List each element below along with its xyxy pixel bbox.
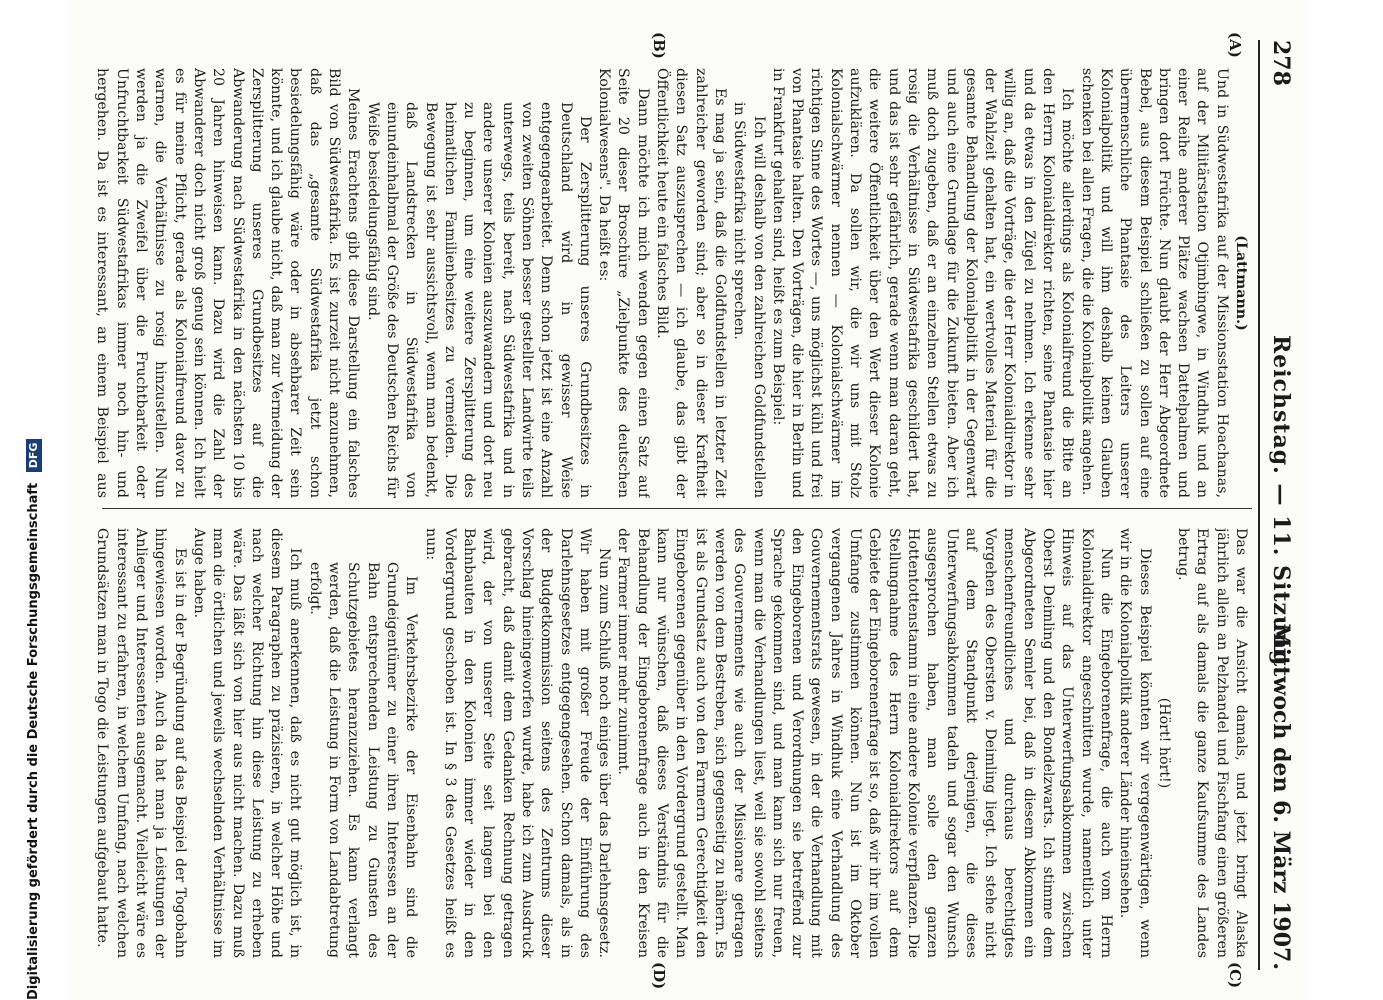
document-page xyxy=(68,0,1308,1000)
paragraph: Dann möchte ich mich wenden gegen einen Satz auf Seite 20 dieser Broschüre „Zielpunkte des deutschen Kolonialwesens". Da heißt es: xyxy=(596,68,651,498)
paragraph: Ich muß anerkennen, daß es nicht gut möglich ist, in diesem Paragraphen zu präzisieren, in welcher Höhe und nach welcher Richtung hin diese Leistung zu erheben wäre. Das läßt sich von hier aus nicht machen. Dazu muß man die örtlichen und jeweils wechselnden Verhältnisse im Auge haben. xyxy=(190,528,304,958)
paragraph xyxy=(90,528,92,958)
margin-letter-a: (A) xyxy=(1226,32,1244,58)
quotation: Im Verkehrsbezirke der Eisenbahn sind die Grundeigentümer zu einer ihren Interessen an der Bahn entsprechenden Leistung zu Gunsten des Schutzgebietes heranzuziehen. Es kann verlangt werden, daß die Leistung in Form von Landabtretung erfolgt. xyxy=(306,562,420,958)
column-divider xyxy=(102,508,1252,509)
interjection: (Hört! hört!) xyxy=(1155,697,1172,789)
digitization-note xyxy=(22,0,46,1000)
paragraph: Und in Südwestafrika auf der Missionsstation Hoachanas, auf der Militärstation Otjimbingwe, in Windhuk und an einer Reihe anderer Plätze wachsen Dattelpalmen und bringen dort Früchte. Nun glaubt der Herr Abgeordnete Bebel, aus diesem Beispiel schließen zu sollen auf eine übermenschliche Phantasie des Leiters unserer Kolonialpolitik und will ihm deshalb keinen Glauben schenken bei allen Fragen, die die Kolonialpolitik angehen. xyxy=(1078,68,1230,498)
margin-letter-c: (C) xyxy=(1226,962,1244,989)
paragraph: Es ist in der Begründung auf das Beispiel der Togobahn hingewiesen worden. Auch da hat man ja Leistungen der Anlieger und Interessenten ausgemacht. Vielleicht wäre es interessant zu erfahren, in welchem Umfang, nach welchen Grundsätzen man in Togo die Leistungen aufgebaut hatte. xyxy=(94,528,188,958)
margin-letter-d: (D) xyxy=(650,962,668,990)
page-header xyxy=(1258,40,1300,970)
session-date: Mittwoch den 6. März 1907. xyxy=(1268,623,1294,970)
quotation: Der Zersplitterung unseres Grundbesitzes in Deutschland wird in gewisser Weise entgegengearbeitet. Denn schon jetzt ist eine Anzahl von zweiten Söhnen besser gestellter Landwirte teils unterwegs, teils bereit, nach Südwestafrika und in andere unserer Kolonien auszuwandern und dort neu zu beginnen, um eine weitere Zersplitterung des heimatlichen Familienbesitzes zu vermeiden. Die Bewegung ist sehr aussichtsvoll, wenn man bedenkt, daß Landstrecken in Südwestafrika von einundeinhalbmal der Größe des Deutschen Reichs für Weiße besiedelungsfähig sind. xyxy=(364,102,593,498)
dfg-logo: DFG xyxy=(26,439,42,473)
paragraph: Das war die Ansicht damals, und jetzt bringt Alaska jährlich allein an Pelzhandel und Fischfang einen größeren Ertrag auf als damals die ganze Kaufsumme des Landes betrug. xyxy=(1175,528,1249,958)
margin-letter-b: (B) xyxy=(650,32,668,59)
paragraph: Es mag ja sein, daß die Goldfundstellen in letzter Zeit zahlreicher geworden sind; aber so in dieser Kraftheit diesen Satz auszusprechen — ich glaube, das gibt der Öffentlichkeit heute ein falsches Bild. xyxy=(654,68,728,498)
paragraph: Dieses Beispiel könnten wir vergegenwärtigen, wenn wir in die Kolonialpolitik anderer Länder hineinsehen. xyxy=(1117,528,1153,958)
paragraph: Nun die Eingeborenenfrage, die auch vom Herrn Kolonialdirektor angeschnitten wurde, namentlich unter Hinweis auf das Unterwerfungsabkommen zwischen Oberst Deimling und den Bondelzwarts. Ich stimme dem Abgeordneten Semler bei, daß in diesem Abkommen ein menschenfreundliches und durchaus berechtigtes Vorgehen des Obersten v. Deimling liegt. Ich stehe nicht auf dem Standpunkt derjenigen, die dieses Unterwerfungsabkommen tadeln und sogar den Wunsch ausgesprochen haben, man solle den ganzen Hottentottenstamm in eine andere Kolonie verpflanzen. Die Stellungnahme des Herrn Kolonialdirektors auf dem Gebiete der Eingeborenenfrage ist so, daß wir ihr im vollen Umfange zustimmen können. Nun ist im Oktober vergangenen Jahres in Windhuk eine Verhandlung des Gouvernementsrats gewesen, in der die Verhandlung mit den Eingeborenen und Verordnungen sie betreffend zur Sprache gekommen sind, und man kann sich nur freuen, wenn man die Verhandlungen liest, weil sie sowohl seitens des Gouvernements wie auch der Missionare getragen werden von dem Bestreben, sich gegenseitig zu nähern. Es ist als Grundsatz auch von den Farmern Gerechtigkeit den Eingeborenen gegenüber in den Vordergrund gestellt. Man kann nur wünschen, daß dieses Verständnis für die Behandlung der Eingeborenenfrage auch in den Kreisen der Farmer immer mehr zunimmt. xyxy=(615,528,1114,958)
page-title: Reichstag. — 11. Sitzung. xyxy=(1268,334,1294,676)
paragraph: Meines Erachtens gibt diese Darstellung ein falsches Bild von Südwestafrika. Es ist zurzeit nicht anzunehmen, daß das „gesamte Südwestafrika jetzt schon besiedelungsfähig wäre oder in absehbarer Zeit sein könnte, und ich glaube nicht, daß man zur Vermeidung der Zersplitterung unseres Grundbesitzes auf die Abwanderung nach Südwestafrika in den nächsten 10 bis 20 Jahren hinweisen kann. Dazu wird die Zahl der Abwanderer doch nicht groß genug sein können. Ich hielt es für meine Pflicht, gerade als Kolonialfreund davor zu warnen, die Verhältnisse zu rosig hinzustellen. Nun werden ja die Zweifel über die Fruchtbarkeit oder Unfruchtbarkeit Südwestafrikas immer noch hin- und hergehen. Da ist es interessant, an einem Beispiel aus xyxy=(94,68,362,498)
digitization-text: Digitalisierung gefördert durch die Deutsche Forschungsgemeinschaft xyxy=(26,482,41,1000)
paragraph: Nun zum Schluß noch einiges über das Darlehnsgesetz. Wir haben mit großer Freude der Einführung des Darlehnsgesetzes entgegengesehen. Schon damals, als in der Budgetkommission seitens des Zentrums dieser Vorschlag hineingeworfen wurde, habe ich zum Ausdruck gebracht, daß damit dem Gedanken Rechnung getragen wird, der von unserer Seite seit langem bei den Bahnbauten in den Kolonien immer wieder in den Vordergrund geschoben ist. In § 3 des Gesetzes heißt es nun: xyxy=(422,528,613,958)
left-column xyxy=(90,68,1250,498)
speaker-name: (Lattmann.) xyxy=(1233,235,1249,331)
right-column xyxy=(90,528,1250,958)
quotation: Ich will deshalb von den zahlreichen Goldfundstellen in Südwestafrika nicht sprechen. xyxy=(731,102,767,498)
page-number: 278 xyxy=(1268,40,1294,86)
paragraph: Ich möchte allerdings als Kolonialfreund die Bitte an den Herrn Kolonialdirektor richten, seine Phantasie hier und da etwas in den Zügel zu nehmen. Ich erkenne sehr willig an, daß die Vorträge, die der Herr Kolonialdirektor in der Wahlzeit gehalten hat, ein wertvolles Material für die gesamte Behandlung der Kolonialpolitik in der Gegenwart und auch eine Grundlage für die Zukunft bieten. Aber ich muß doch zugeben, daß er an einzelnen Stellen etwas zu rosig die Verhältnisse in Südwestafrika geschildert hat, und das ist sehr gefährlich, gerade wenn man daran geht, die weitere Öffentlichkeit über den Wert dieser Kolonie aufzuklären. Da sollen wir, die wir uns mit Stolz Kolonialschwärmer nennen — Kolonialschwärmer im richtigen Sinne des Wortes —, uns möglichst kühl und frei von Phantasie halten. Den Vorträgen, die hier in Berlin und in Frankfurt gehalten sind, heißt es zum Beispiel: xyxy=(769,68,1076,498)
